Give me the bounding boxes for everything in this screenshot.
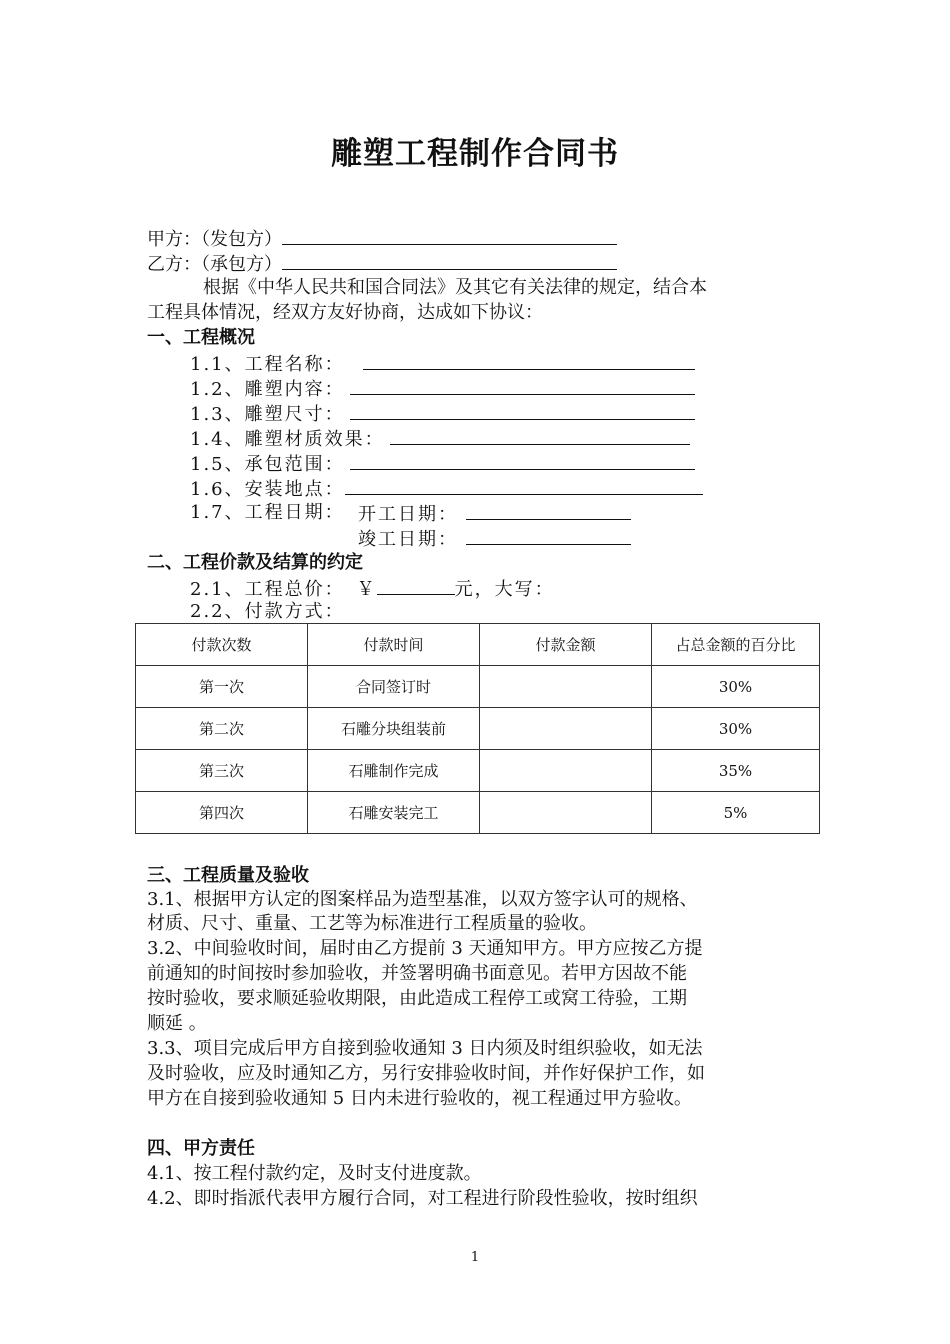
total-price-suffix: 元，大写： [454, 579, 555, 600]
section-3-line: 甲方在自接到验收通知 5 日内未进行验收的，视工程通过甲方验收。 [147, 1088, 692, 1109]
contract-scope-blank[interactable] [350, 451, 695, 470]
table-cell[interactable] [480, 750, 652, 792]
start-date-line [358, 501, 631, 527]
item-1-7-label: 1.7、工程日期： [190, 502, 345, 523]
document-title: 雕塑工程制作合同书 [331, 136, 619, 172]
total-price-label: 2.1、工程总价： [190, 579, 345, 600]
table-cell: 5% [652, 792, 820, 834]
install-location-blank[interactable] [345, 476, 703, 495]
section-3-line: 顺延 。 [147, 1013, 207, 1034]
material-effect-blank[interactable] [390, 426, 690, 445]
table-row [136, 792, 820, 834]
section-4-line: 4.2、即时指派代表甲方履行合同，对工程进行阶段性验收，按时组织 [147, 1188, 698, 1209]
table-row [136, 750, 820, 792]
section-3-line: 3.3、项目完成后甲方自接到验收通知 3 日内须及时组织验收，如无法 [147, 1038, 703, 1059]
table-cell[interactable] [480, 666, 652, 708]
item-1-7 [190, 501, 345, 525]
header-cell: 占总金额的百分比 [652, 624, 820, 666]
payment-table [135, 623, 820, 834]
table-cell: 第三次 [136, 750, 308, 792]
sculpture-content-blank[interactable] [350, 376, 695, 395]
table-cell: 30% [652, 708, 820, 750]
party-b-blank[interactable] [282, 251, 617, 270]
item-2-1 [190, 576, 555, 602]
item-1-3 [190, 401, 695, 427]
party-a-line [147, 226, 617, 252]
item-1-1 [190, 351, 695, 377]
item-1-6 [190, 476, 703, 502]
item-2-2: 2.2、付款方式： [190, 601, 345, 622]
table-cell[interactable] [480, 708, 652, 750]
header-cell: 付款时间 [308, 624, 480, 666]
section-3-line: 按时验收，要求顺延验收期限，由此造成工程停工或窝工待验，工期 [147, 988, 687, 1009]
section-4-heading: 四、甲方责任 [147, 1138, 255, 1159]
sculpture-size-blank[interactable] [350, 401, 695, 420]
end-date-label: 竣工日期： [358, 529, 458, 550]
section-3-line: 3.2、中间验收时间，届时由乙方提前 3 天通知甲方。甲方应按乙方提 [147, 938, 703, 959]
item-1-6-label: 1.6、安装地点： [190, 479, 345, 500]
party-a-label: 甲方：（发包方） [147, 229, 282, 250]
party-b-line [147, 251, 617, 277]
start-date-blank[interactable] [466, 501, 631, 520]
section-3-heading: 三、工程质量及验收 [147, 865, 309, 886]
party-b-label: 乙方：（承包方） [147, 254, 282, 275]
item-1-2 [190, 376, 695, 402]
table-cell: 第一次 [136, 666, 308, 708]
intro-line-1: 根据《中华人民共和国合同法》及其它有关法律的规定，结合本 [203, 277, 707, 298]
section-3-line: 及时验收，应及时通知乙方，另行安排验收时间，并作好保护工作，如 [147, 1063, 705, 1084]
table-cell: 30% [652, 666, 820, 708]
currency-symbol: ￥ [356, 579, 377, 600]
table-cell: 合同签订时 [308, 666, 480, 708]
table-cell[interactable] [480, 792, 652, 834]
item-1-4-label: 1.4、雕塑材质效果： [190, 429, 385, 450]
item-1-4 [190, 426, 690, 452]
table-cell: 石雕安装完工 [308, 792, 480, 834]
start-date-label: 开工日期： [358, 504, 458, 525]
total-price-blank[interactable] [377, 576, 455, 595]
intro-line-2: 工程具体情况，经双方友好协商，达成如下协议： [147, 302, 543, 323]
section-2-heading: 二、工程价款及结算的约定 [147, 552, 363, 573]
table-cell: 第二次 [136, 708, 308, 750]
section-3-line: 材质、尺寸、重量、工艺等为标准进行工程质量的验收。 [147, 913, 597, 934]
section-4-line: 4.1、按工程付款约定，及时支付进度款。 [147, 1163, 482, 1184]
party-a-blank[interactable] [282, 226, 617, 245]
section-3-line: 3.1、根据甲方认定的图案样品为造型基准，以双方签字认可的规格、 [147, 889, 698, 910]
project-name-blank[interactable] [363, 351, 695, 370]
page-number: 1 [470, 1250, 480, 1265]
item-1-3-label: 1.3、雕塑尺寸： [190, 404, 345, 425]
item-1-5-label: 1.5、承包范围： [190, 454, 345, 475]
item-1-2-label: 1.2、雕塑内容： [190, 379, 345, 400]
header-cell: 付款次数 [136, 624, 308, 666]
table-header-row [136, 624, 820, 666]
section-3-line: 前通知的时间按时参加验收，并签署明确书面意见。若甲方因故不能 [147, 963, 687, 984]
end-date-blank[interactable] [466, 526, 631, 545]
item-1-1-label: 1.1、工程名称： [190, 354, 345, 375]
table-cell: 第四次 [136, 792, 308, 834]
table-row [136, 708, 820, 750]
table-row [136, 666, 820, 708]
table-cell: 石雕制作完成 [308, 750, 480, 792]
section-1-heading: 一、工程概况 [147, 327, 255, 348]
table-cell: 35% [652, 750, 820, 792]
header-cell: 付款金额 [480, 624, 652, 666]
item-1-5 [190, 451, 695, 477]
end-date-line [358, 526, 631, 552]
table-cell: 石雕分块组装前 [308, 708, 480, 750]
